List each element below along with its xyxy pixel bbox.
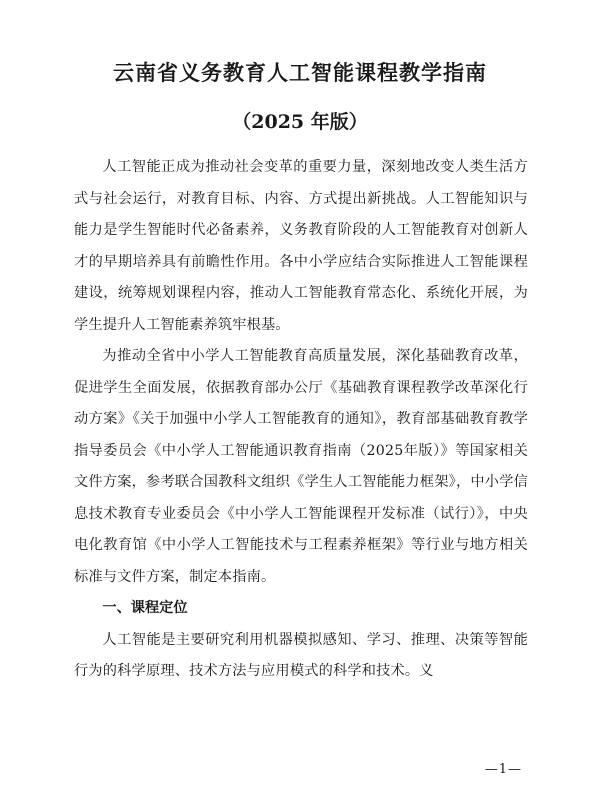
document-subtitle: （2025 年版） [232,111,368,133]
body-paragraph-2: 为推动全省中小学人工智能教育高质量发展，深化基础教育改革，促进学生全面发展，依据教育部办公厅《基础教育课程教学改革深化行动方案》《关于加强中小学人工智能教育的通知》，教育部基础教育教学指导委员会《中小学人工智能通识教育指南（2025年版）》等国家相关文件方案，参考联合国教科文组织《学生人工智能能力框架》，中小学信息技术教育专业委员会《中小学人工智能课程开发标准（试行）》，中央电化教育馆《中小学人工智能技术与工程素养框架》等行业与地方相关标准与文件方案，制定本指南。 [74,348,528,585]
page-number: —1— [484,762,522,777]
document-body [74,152,528,688]
section-paragraph-1: 人工智能是主要研究利用机器模拟感知、学习、推理、决策等智能行为的科学原理、技术方法与应用模式的科学和技术。义 [74,631,528,679]
document-title: 云南省义务教育人工智能课程教学指南 [113,60,487,85]
body-paragraph-1: 人工智能正成为推动社会变革的重要力量，深刻地改变人类生活方式与社会运行，对教育目标、内容、方式提出新挑战。人工智能知识与能力是学生智能时代必备素养，义务教育阶段的人工智能教育对创新人才的早期培养具有前瞻性作用。各中小学应结合实际推进人工智能课程建设，统筹规划课程内容，推动人工智能教育常态化、系统化开展，为学生提升人工智能素养筑牢根基。 [74,159,528,333]
section-heading-course-positioning: 一、课程定位 [102,600,188,616]
